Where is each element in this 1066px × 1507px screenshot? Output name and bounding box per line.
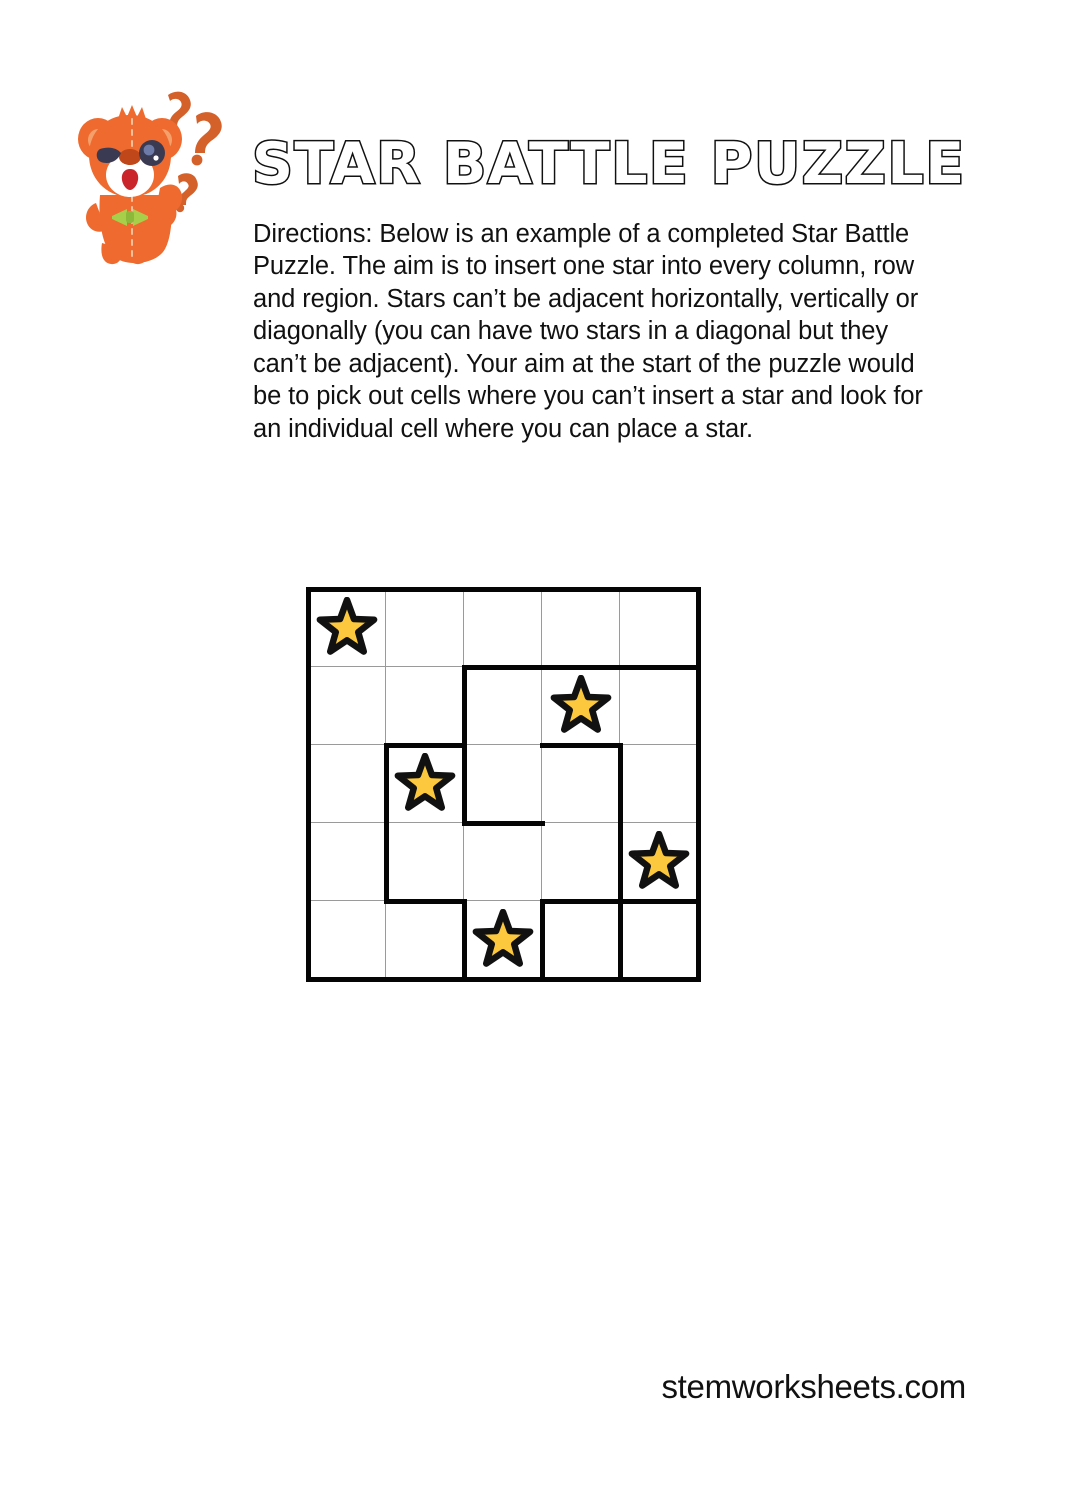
page-title: STAR BATTLE PUZZLE <box>252 131 966 198</box>
puzzle-cell-r5c5[interactable] <box>620 901 698 979</box>
star-battle-puzzle <box>308 589 698 979</box>
site-url: stemworksheets.com <box>661 1368 966 1405</box>
puzzle-cell-r4c1[interactable] <box>308 823 386 901</box>
region-border-v-7 <box>618 899 623 982</box>
region-border-h-3 <box>540 743 623 748</box>
puzzle-cell-r5c1[interactable] <box>308 901 386 979</box>
puzzle-cell-r3c5[interactable] <box>620 745 698 823</box>
puzzle-cell-r4c3[interactable] <box>464 823 542 901</box>
puzzle-cell-r2c1[interactable] <box>308 667 386 745</box>
puzzle-cell-r3c1[interactable] <box>308 745 386 823</box>
puzzle-cell-r1c2[interactable] <box>386 589 464 667</box>
puzzle-cell-r1c5[interactable] <box>620 589 698 667</box>
puzzle-cell-r2c4[interactable] <box>542 667 620 745</box>
puzzle-cell-r4c5[interactable] <box>620 823 698 901</box>
puzzle-cell-r1c3[interactable] <box>464 589 542 667</box>
directions-text: Directions: Below is an example of a completed Star Battle Puzzle. The aim is to insert one star into every column, row and region. Stars can’t be adjacent horizontally, vertically or diagonally (you can have two stars in a diagonal but they can’t be adjacent). Your aim at the start of the puzzle would be to pick out cells where you can’t insert a star and look for an individual cell where you can place a star. <box>253 219 923 443</box>
confused-bear-mascot <box>72 83 222 268</box>
region-border-v-4 <box>618 743 623 904</box>
region-border-h-2 <box>384 743 467 748</box>
region-border-h-1 <box>462 665 701 670</box>
region-border-v-0 <box>306 587 311 982</box>
region-border-v-6 <box>540 899 545 982</box>
puzzle-cell-r5c4[interactable] <box>542 901 620 979</box>
puzzle-cell-r2c3[interactable] <box>464 667 542 745</box>
region-border-v-8 <box>696 587 701 982</box>
puzzle-cell-r5c3[interactable] <box>464 901 542 979</box>
region-border-v-2 <box>384 743 389 904</box>
puzzle-cell-r1c1[interactable] <box>308 589 386 667</box>
region-border-h-5 <box>384 899 467 904</box>
region-border-h-0 <box>306 587 701 592</box>
puzzle-cell-r3c3[interactable] <box>464 745 542 823</box>
puzzle-cell-r5c2[interactable] <box>386 901 464 979</box>
puzzle-cell-r1c4[interactable] <box>542 589 620 667</box>
puzzle-cell-r2c2[interactable] <box>386 667 464 745</box>
page-footer <box>0 1368 1066 1428</box>
puzzle-cell-r2c5[interactable] <box>620 667 698 745</box>
puzzle-grid[interactable] <box>308 589 698 979</box>
page-header <box>0 0 1066 443</box>
puzzle-cell-r4c4[interactable] <box>542 823 620 901</box>
region-border-v-5 <box>462 899 467 982</box>
bear-nose <box>119 149 141 165</box>
puzzle-cell-r4c2[interactable] <box>386 823 464 901</box>
region-border-h-7 <box>306 977 701 982</box>
region-border-h-4 <box>462 821 545 826</box>
puzzle-cell-r3c4[interactable] <box>542 745 620 823</box>
region-border-v-3 <box>462 743 467 826</box>
region-border-v-1 <box>462 665 467 748</box>
puzzle-cell-r3c2[interactable] <box>386 745 464 823</box>
